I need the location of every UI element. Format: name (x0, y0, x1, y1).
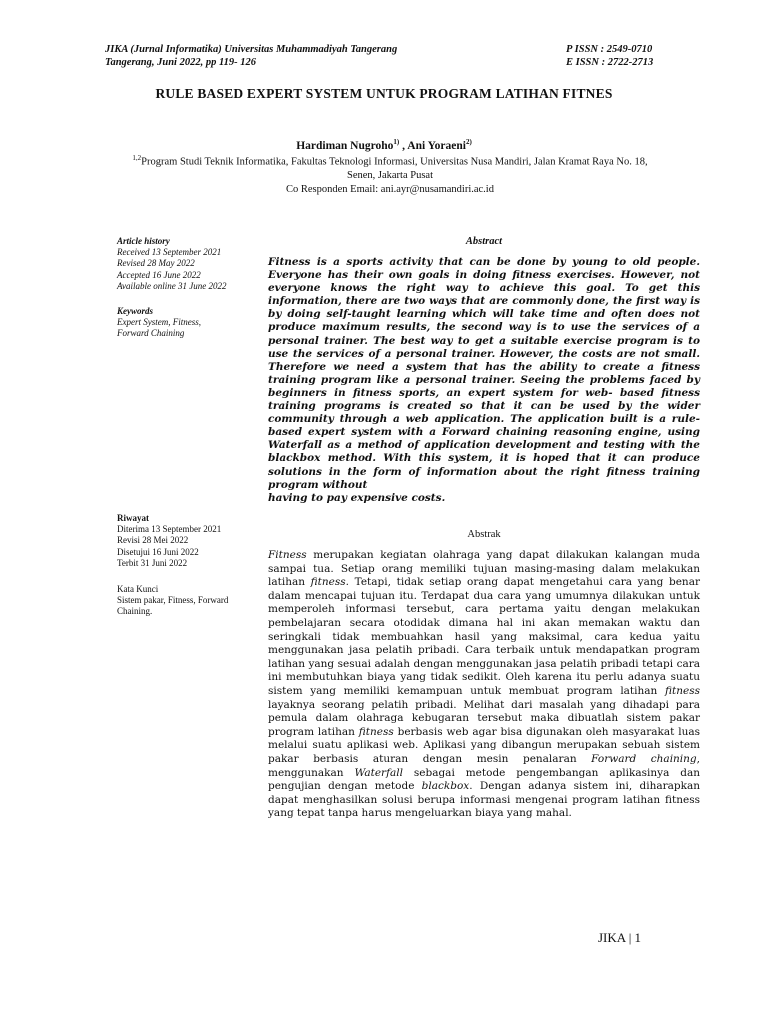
page-footer: JIKA | 1 (598, 930, 642, 945)
keywords-line: Forward Chaining (117, 328, 185, 339)
author-affiliation-mark: 1) (393, 138, 400, 146)
abstrak-text: merupakan kegiatan olahraga yang dapat dilakukan kalangan muda sampai tua. Setiap orang memiliki tujuan masing-masing dalam melakukan latihan (268, 549, 700, 589)
affiliation-line: Program Studi Teknik Informatika, Fakultas Teknologi Informasi, Universitas Nusa Mandiri, Jalan Kramat Raya No. 18, (141, 156, 648, 168)
italic-term: Forward chaining (591, 752, 697, 765)
riwayat-heading: Riwayat (117, 513, 149, 523)
abstract-en-text: Fitness is a sports activity that can be done by young to old people. Everyone has their own goals in doing fitness exercises. However, not everyone knows the right way to achieve this goal. To get this information, there are two ways that are commonly done, the first way is by doing self-taught learning which will take time and often does not produce maximum results, the second way is to use the services of a personal trainer. The best way to get a suitable exercise program is to use the services of a personal trainer. However, the costs are not small. Therefore we need a system that has the ability to create a fitness training program like a personal trainer. Seeing the problems faced by beginners in fitness sports, an expert system for web- based fitness training programs is created so that it can be used by the wider community through a web application. The application built is a rule- based expert system with a Forward chaining reasoning engine, using Waterfall as a method of application development and testing with the blackbox method. With this system, it is hoped that it can produce solutions in the form of information about the right fitness training program without (268, 256, 700, 491)
kata-kunci (117, 584, 257, 618)
journal-issue: Tangerang, Juni 2022, pp 119- 126 (105, 57, 257, 68)
correspondence-email: Co Responden Email: ani.ayr@nusamandiri.ac.id (286, 183, 494, 195)
italic-term: Fitness (268, 549, 307, 561)
author-name: Hardiman Nugroho (296, 139, 394, 152)
italic-term: Waterfall (354, 766, 403, 779)
italic-term: fitness (310, 576, 346, 589)
print-issn: P ISSN : 2549-0710 (566, 44, 653, 55)
electronic-issn: E ISSN : 2722-2713 (566, 57, 654, 68)
keywords (117, 306, 257, 340)
journal-name: JIKA (Jurnal Informatika) Universitas Muhammadiyah Tangerang (105, 44, 398, 55)
issn-block (566, 43, 653, 69)
author-affiliation-mark: 2) (465, 138, 472, 146)
article-history (117, 236, 257, 292)
affiliation (100, 152, 680, 196)
abstract-en-last-line: having to pay expensive costs. (268, 491, 446, 504)
italic-term: fitness (665, 684, 700, 697)
kata-kunci-heading: Kata Kunci (117, 584, 159, 594)
history-online: Available online 31 June 2022 (117, 280, 227, 291)
journal-header (105, 43, 397, 69)
article-history-heading: Article history (117, 236, 170, 246)
history-received: Received 13 September 2021 (117, 247, 222, 258)
affiliation-mark: 1,2 (132, 154, 142, 162)
abstrak-text: . Dengan adanya sistem ini, diharapkan dapat menghasilkan solusi berupa informasi mengenai program latihan fitness yang tepat tanpa harus mengeluarkan biaya yang mahal. (268, 780, 700, 820)
riwayat-revisi: Revisi 28 Mei 2022 (117, 535, 189, 546)
abstrak-text: sebagai metode pengembangan aplikasinya dan pengujian dengan metode (268, 766, 700, 793)
riwayat (117, 513, 257, 569)
italic-term: fitness (358, 725, 394, 738)
history-revised: Revised 28 May 2022 (117, 258, 195, 269)
abstrak-text: berbasis web agar bisa digunakan oleh masyarakat luas melalui suatu aplikasi web. Aplikasi yang dibangun merupakan sebuah sistem pakar berbasis aturan dengan mesin penalaran (268, 725, 700, 765)
paper-title: RULE BASED EXPERT SYSTEM UNTUK PROGRAM LATIHAN FITNES (155, 86, 613, 101)
author-name: Ani Yoraeni (407, 139, 466, 152)
author-list (0, 138, 768, 152)
riwayat-disetujui: Disetujui 16 Juni 2022 (117, 546, 199, 557)
history-accepted: Accepted 16 June 2022 (117, 269, 201, 280)
kata-kunci-line: Chaining. (117, 606, 153, 617)
abstrak-text: layaknya seorang pelatih pribadi. Melihat dari masalah yang dihadapi para pemula dalam olahraga kebugaran tersebut maka dibuatlah sistem pakar program latihan (268, 698, 700, 738)
italic-term: blackbox (421, 780, 470, 793)
keywords-line: Expert System, Fitness, (117, 317, 201, 328)
riwayat-diterima: Diterima 13 September 2021 (117, 524, 222, 535)
abstrak-heading: Abstrak (467, 529, 501, 540)
abstract-en-body (268, 256, 700, 505)
abstrak-body (268, 549, 700, 821)
riwayat-terbit: Terbit 31 Juni 2022 (117, 557, 188, 568)
abstrak-text: . Tetapi, tidak setiap orang dapat mengetahui cara yang benar dalam mencapai tujuan itu. Terdapat dua cara yang umumnya dilakukan untuk memperoleh informasi tersebut, cara pertama yaitu dengan melakukan pembelajaran secara otodidak dimana hal ini akan memakan waktu dan seringkali tidak membuahkan hasil yang maksimal, cara kedua yaitu menggunakan jasa pelatih pribadi. Cara terbaik untuk mendapatkan program latihan yang sesuai adalah dengan menggunakan jasa pelatih pribadi tetapi cara ini membutuhkan biaya yang tidak sedikit. Oleh karena itu perlu adanya suatu sistem yang memiliki kemampuan untuk membuat program latihan (268, 576, 700, 697)
affiliation-line: Senen, Jakarta Pusat (346, 170, 434, 181)
kata-kunci-line: Sistem pakar, Fitness, Forward (117, 595, 229, 606)
author-separator: , (399, 139, 408, 152)
abstrak-text: , menggunakan (268, 752, 700, 779)
abstract-heading: Abstract (465, 236, 503, 247)
keywords-heading: Keywords (117, 306, 153, 316)
